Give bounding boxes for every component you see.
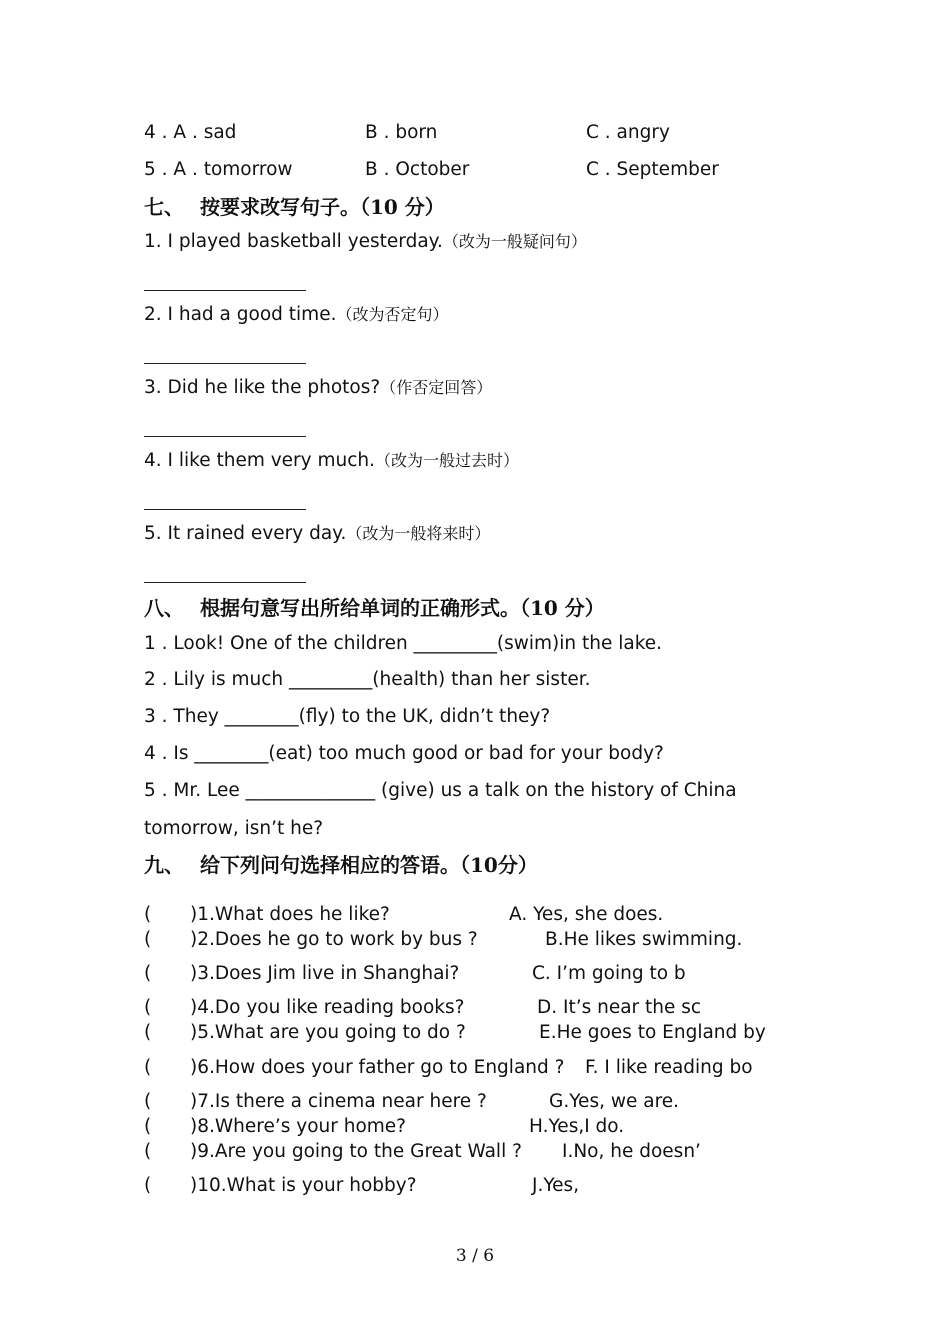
s7-item-4-note: （改为一般过去时） — [375, 451, 520, 470]
s7-answer-line-5[interactable] — [144, 582, 306, 583]
s7-item-2-note: （改为否定句） — [336, 305, 449, 324]
s7-item-2-text: 2. I had a good time. — [144, 304, 337, 325]
s9-answer-3: C. I’m going to b — [532, 963, 686, 984]
s7-item-3 — [144, 379, 492, 398]
s7-item-3-note: （作否定回答） — [380, 378, 493, 397]
section-7-title: 按要求改写句子。（10 分） — [200, 195, 445, 219]
s9-answer-4: D. It’s near the sc — [537, 997, 702, 1018]
s7-item-2 — [144, 306, 448, 325]
s9-question-8: )8.Where’s your home? — [190, 1116, 406, 1137]
s9-answer-5: E.He goes to England by — [539, 1022, 766, 1043]
s7-item-4 — [144, 452, 519, 471]
s9-question-3: )3.Does Jim live in Shanghai? — [190, 963, 460, 984]
s9-paren-5[interactable]: ( — [144, 1022, 152, 1043]
section-7-number: 七、 — [144, 195, 184, 219]
s8-item-1: 1 . Look! One of the children _________(swim)in the lake. — [144, 633, 663, 654]
s9-answer-1: A. Yes, she does. — [509, 904, 664, 925]
s9-paren-1[interactable]: ( — [144, 904, 152, 925]
s7-item-1-text: 1. I played basketball yesterday. — [144, 231, 443, 252]
s9-paren-6[interactable]: ( — [144, 1057, 152, 1078]
section-8-heading — [144, 598, 605, 618]
s9-paren-2[interactable]: ( — [144, 929, 152, 950]
section-9-title: 给下列问句选择相应的答语。（10分） — [200, 853, 538, 877]
s9-answer-10: J.Yes, — [532, 1175, 580, 1196]
section-8-number: 八、 — [144, 596, 184, 620]
s8-item-5-cont: tomorrow, isn’t he? — [144, 818, 324, 839]
option-4-a: 4 . A . sad — [144, 122, 237, 143]
page-number: 3 / 6 — [455, 1246, 495, 1266]
s9-question-2: )2.Does he go to work by bus ? — [190, 929, 478, 950]
s9-question-6: )6.How does your father go to England ? — [190, 1057, 565, 1078]
section-7-heading — [144, 197, 445, 217]
s7-answer-line-3[interactable] — [144, 436, 306, 437]
s9-question-7: )7.Is there a cinema near here ? — [190, 1091, 487, 1112]
section-8-title: 根据句意写出所给单词的正确形式。（10 分） — [200, 596, 605, 620]
option-5-a: 5 . A . tomorrow — [144, 159, 293, 180]
s9-paren-10[interactable]: ( — [144, 1175, 152, 1196]
s9-question-9: )9.Are you going to the Great Wall ? — [190, 1141, 522, 1162]
option-5-c: C . September — [586, 159, 719, 180]
s8-item-2: 2 . Lily is much _________(health) than her sister. — [144, 669, 591, 690]
s7-answer-line-2[interactable] — [144, 363, 306, 364]
s9-question-4: )4.Do you like reading books? — [190, 997, 465, 1018]
s9-answer-8: H.Yes,I do. — [529, 1116, 625, 1137]
s8-item-3: 3 . They ________(fly) to the UK, didn’t they? — [144, 706, 551, 727]
s7-item-1-note: （改为一般疑问句） — [442, 232, 587, 251]
option-4-c: C . angry — [586, 122, 670, 143]
s9-paren-8[interactable]: ( — [144, 1116, 152, 1137]
s9-answer-9: I.No, he doesn’ — [562, 1141, 701, 1162]
s7-item-5-note: （改为一般将来时） — [346, 524, 491, 543]
option-4-b: B . born — [365, 122, 438, 143]
s8-item-4: 4 . Is ________(eat) too much good or bad for your body? — [144, 743, 664, 764]
s9-paren-3[interactable]: ( — [144, 963, 152, 984]
s9-question-5: )5.What are you going to do ? — [190, 1022, 466, 1043]
section-9-number: 九、 — [144, 853, 184, 877]
s7-item-1 — [144, 233, 587, 252]
s7-item-4-text: 4. I like them very much. — [144, 450, 376, 471]
s9-answer-2: B.He likes swimming. — [545, 929, 743, 950]
s9-question-1: )1.What does he like? — [190, 904, 390, 925]
s7-answer-line-1[interactable] — [144, 290, 306, 291]
s7-answer-line-4[interactable] — [144, 509, 306, 510]
s7-item-3-text: 3. Did he like the photos? — [144, 377, 381, 398]
s9-question-10: )10.What is your hobby? — [190, 1175, 417, 1196]
s9-answer-6: F. I like reading bo — [585, 1057, 753, 1078]
s9-paren-7[interactable]: ( — [144, 1091, 152, 1112]
s9-paren-9[interactable]: ( — [144, 1141, 152, 1162]
s9-answer-7: G.Yes, we are. — [549, 1091, 680, 1112]
section-9-heading — [144, 855, 538, 875]
s9-paren-4[interactable]: ( — [144, 997, 152, 1018]
s8-item-5: 5 . Mr. Lee ______________ (give) us a talk on the history of China — [144, 780, 737, 801]
s7-item-5 — [144, 525, 490, 544]
s7-item-5-text: 5. It rained every day. — [144, 523, 347, 544]
option-5-b: B . October — [365, 159, 470, 180]
